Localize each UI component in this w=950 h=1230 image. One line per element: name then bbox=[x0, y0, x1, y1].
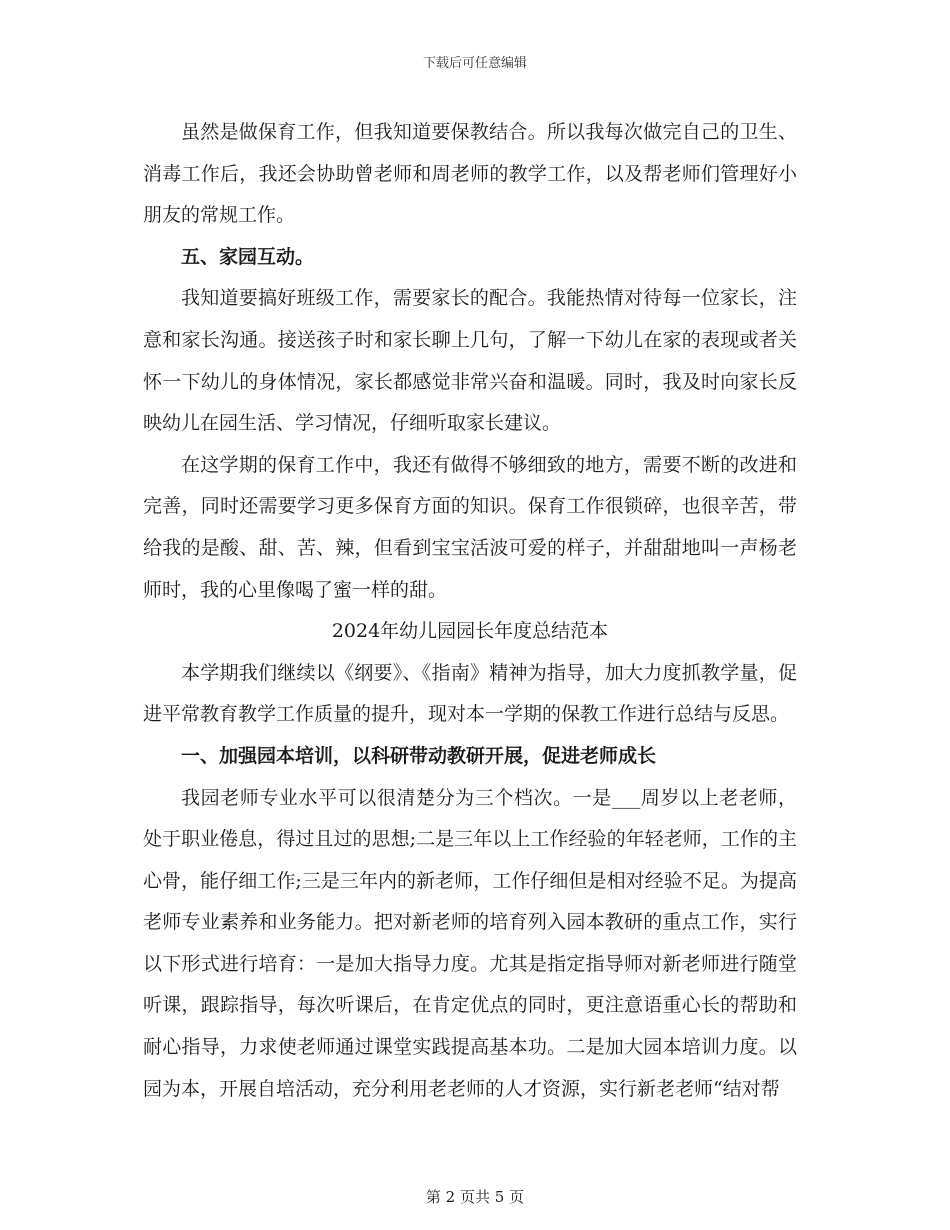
paragraph: 虽然是做保育工作，但我知道要保教结合。所以我每次做完自己的卫生、消毒工作后，我还会协助曾老师和周老师的教学工作，以及帮老师们管理好小朋友的常规工作。 bbox=[143, 121, 797, 227]
page-header: 下载后可任意编辑 bbox=[422, 56, 527, 71]
paragraph: 我知道要搞好班级工作，需要家长的配合。我能热情对待每一位家长，注意和家长沟通。接送孩子时和家长聊上几句，了解一下幼儿在家的表现或者关怀一下幼儿的身体情况，家长都感觉非常兴奋和温暖。同时，我及时向家长反映幼儿在园生活、学习情况，仔细听取家长建议。 bbox=[143, 287, 797, 435]
document-body bbox=[143, 112, 797, 1110]
paragraph: 本学期我们继续以《纲要》、《指南》精神为指导，加大力度抓教学量，促进平常教育教学工作质量的提升，现对本一学期的保教工作进行总结与反思。 bbox=[143, 661, 797, 726]
paragraph: 在这学期的保育工作中，我还有做得不够细致的地方，需要不断的改进和完善，同时还需要学习更多保育方面的知识。保育工作很锁碎，也很辛苦，带给我的是酸、甜、苦、辣，但看到宝宝活波可爱的样子，并甜甜地叫一声杨老师时，我的心里像喝了蜜一样的甜。 bbox=[143, 453, 797, 601]
document-title: 2024年幼儿园园长年度总结范本 bbox=[331, 620, 609, 643]
section-heading: 一、加强园本培训，以科研带动教研开展，促进老师成长 bbox=[181, 744, 657, 767]
page-footer: 第 2 页共 5 页 bbox=[425, 1188, 525, 1206]
section-heading: 五、家园互动。 bbox=[181, 245, 315, 268]
paragraph: 我园老师专业水平可以很清楚分为三个档次。一是___周岁以上老老师，处于职业倦息，得过且过的思想;二是三年以上工作经验的年轻老师，工作的主心骨，能仔细工作;三是三年内的新老师，工作仔细但是相对经验不足。为提高老师专业素养和业务能力。把对新老师的培育列入园本教研的重点工作，实行以下形式进行培育：一是加大指导力度。尤其是指定指导师对新老师进行随堂听课，跟踪指导，每次听课后，在肯定优点的同时，更注意语重心长的帮助和耐心指导，力求使老师通过课堂实践提高基本功。二是加大园本培训力度。以园为本，开展自培活动，充分利用老老师的人才资源，实行新老老师“结对帮 bbox=[143, 786, 797, 1100]
